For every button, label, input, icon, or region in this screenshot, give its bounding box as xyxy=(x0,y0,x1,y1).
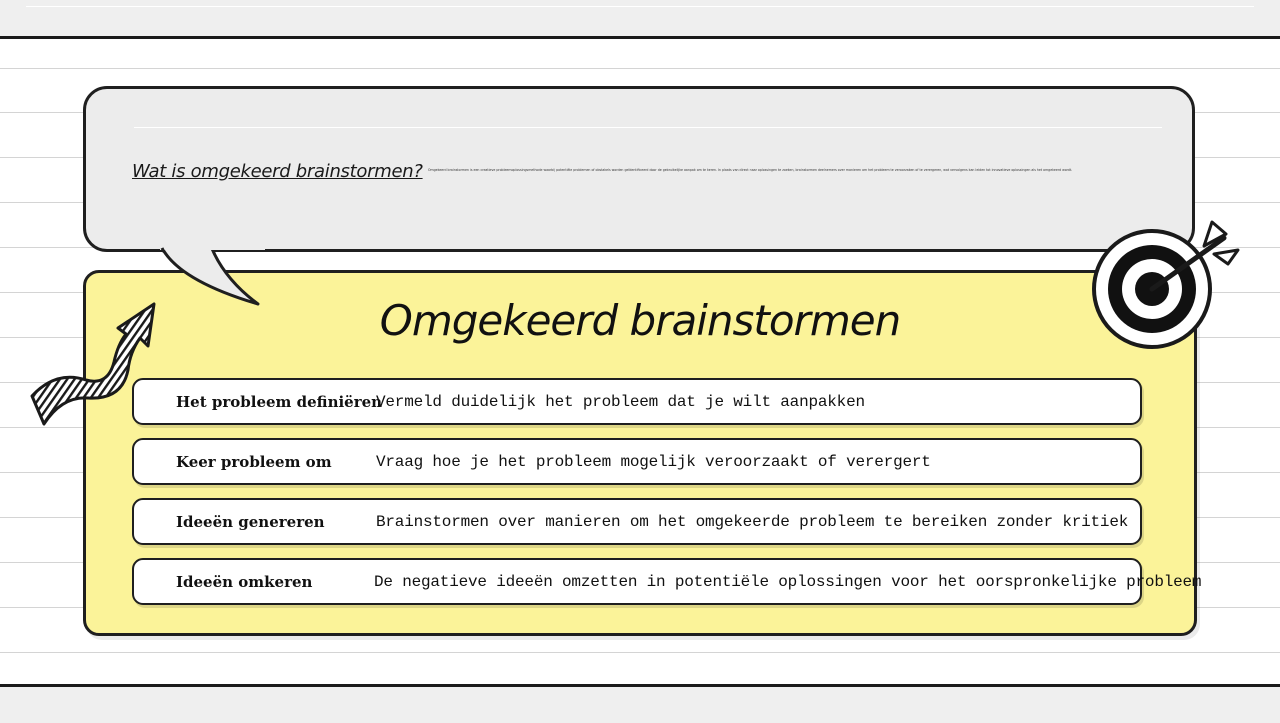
bubble-question: Wat is omgekeerd brainstormen? xyxy=(132,161,423,182)
bubble-divider xyxy=(134,127,1162,128)
step-row xyxy=(132,558,1202,605)
step-row xyxy=(132,378,1142,425)
step-description: Vraag hoe je het probleem mogelijk veroorzaakt of verergert xyxy=(376,453,931,471)
step-label: Ideeën omkeren xyxy=(176,573,313,591)
step-description: Brainstormen over manieren om het omgekeerde probleem te bereiken zonder kritiek xyxy=(376,513,1129,531)
bubble-body-text: Omgekeerd brainstormen is een creatieve probleemoplossingsmethode waarbij potentiële problemen of obstakels worden geïdentificeerd door de gebruikelijke aanpak om te keren. In plaats van direct naar oplossingen te zoeken, brainstormen deelnemers over manieren om het probleem te veroorzaken of te verergeren, wat vervolgens kan leiden tot innovatieve oplossingen als het omgekeerd wordt. xyxy=(428,168,1073,172)
top-band xyxy=(0,0,1280,39)
step-description: De negatieve ideeën omzetten in potentiële oplossingen voor het oorspronkelijke probleem xyxy=(374,573,1202,591)
step-label: Het probleem definiëren xyxy=(176,393,383,411)
speech-bubble xyxy=(83,86,1195,252)
notebook-line xyxy=(0,652,1280,653)
step-label: Keer probleem om xyxy=(176,453,332,471)
target-icon xyxy=(1086,216,1246,351)
page-title: Omgekeerd brainstormen xyxy=(379,296,901,345)
step-label: Ideeën genereren xyxy=(176,513,325,531)
bottom-band xyxy=(0,684,1280,723)
step-row xyxy=(132,438,1142,485)
notebook-line xyxy=(0,68,1280,69)
step-description: Vermeld duidelijk het probleem dat je wilt aanpakken xyxy=(376,393,865,411)
striped-arrow-icon xyxy=(26,300,158,432)
step-row xyxy=(132,498,1142,545)
